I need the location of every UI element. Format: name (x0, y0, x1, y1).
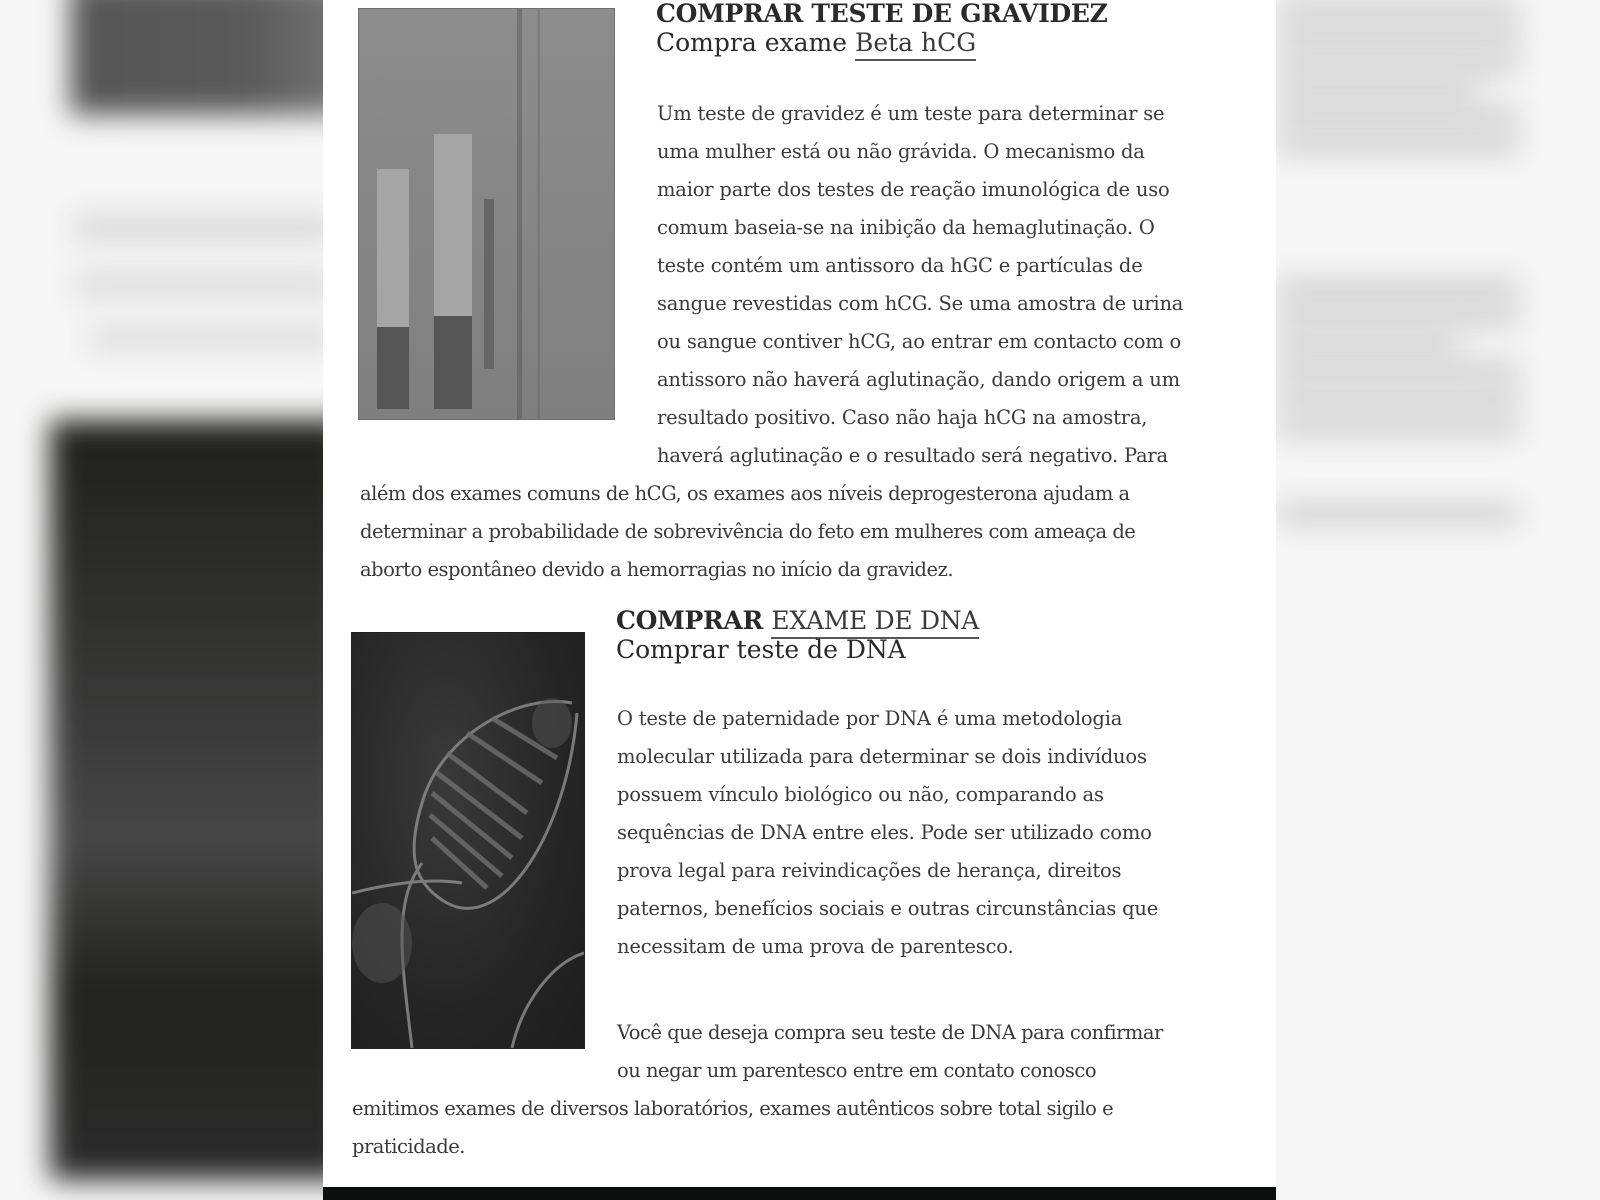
pregnancy-section-header (656, 0, 1108, 58)
pregnancy-test-image (358, 8, 615, 420)
blurred-text-line (75, 215, 335, 241)
bottom-bar (323, 1187, 1276, 1200)
exame-dna-link[interactable]: EXAME DE DNA (771, 606, 979, 639)
blurred-text-line (1278, 28, 1518, 46)
dna-subtitle: Comprar teste de DNA (616, 635, 906, 664)
text-line: teste contém um antissoro da hGC e partículas de (657, 254, 1143, 277)
text-line: comum baseia-se na inibição da hemaglutinação. O (657, 216, 1155, 239)
text-line: sequências de DNA entre eles. Pode ser utilizado como (617, 821, 1152, 844)
blurred-text-line (1278, 390, 1518, 408)
text-line: possuem vínculo biológico ou não, comparando as (617, 783, 1104, 806)
blurred-text-line (1278, 362, 1518, 380)
pregnancy-subtitle (656, 28, 1108, 58)
pregnancy-title: COMPRAR TESTE DE GRAVIDEZ (656, 0, 1108, 28)
text-line: além dos exames comuns de hCG, os exames aos níveis deprogesterona ajudam a (360, 482, 1130, 505)
text-line: O teste de paternidade por DNA é uma metodologia (617, 707, 1123, 730)
text-line: prova legal para reivindicações de herança, direitos (617, 859, 1122, 882)
document-panel (323, 0, 1276, 1200)
test-strip-marking (484, 199, 494, 369)
dna-section-header (616, 607, 979, 665)
dna-helix-image (351, 632, 585, 1049)
blurred-text-line (1278, 108, 1518, 126)
blurred-text-line (75, 272, 335, 298)
blurred-text-line (1278, 280, 1518, 298)
dna-paragraph-1 (617, 700, 1158, 966)
text-line: maior parte dos testes de reação imunológica de uso (657, 178, 1170, 201)
text-line: Um teste de gravidez é um teste para determinar se (657, 102, 1165, 125)
text-line: antissoro não haverá aglutinação, dando origem a um (657, 368, 1180, 391)
dna-paragraph-2-wrapped (617, 1014, 1163, 1090)
dna-paragraph-2-full (352, 1090, 1113, 1166)
pregnancy-paragraph-full (360, 475, 1135, 589)
text-line: necessitam de uma prova de parentesco. (617, 935, 1014, 958)
blurred-text-line (1278, 505, 1518, 523)
blurred-text-line (1278, 307, 1518, 325)
test-strip (434, 134, 472, 409)
subtitle-text: Compra exame (656, 28, 855, 57)
text-line: praticidade. (352, 1135, 465, 1158)
text-line: determinar a probabilidade de sobrevivência do feto em mulheres com ameaça de (360, 520, 1136, 543)
blurred-text-line (90, 325, 335, 351)
blurred-text-line (1278, 135, 1518, 153)
pregnancy-paragraph-wrapped (657, 95, 1183, 475)
text-line: Você que deseja compra seu teste de DNA para confirmar (617, 1021, 1163, 1044)
text-line: uma mulher está ou não grávida. O mecanismo da (657, 140, 1145, 163)
blurred-text-line (1278, 82, 1478, 100)
blurred-text-line (1278, 418, 1518, 436)
blurred-text-line (1278, 335, 1458, 353)
text-line: resultado positivo. Caso não haja hCG na amostra, (657, 406, 1148, 429)
text-line: ou negar um parentesco entre em contato conosco (617, 1059, 1097, 1082)
dna-helix-icon (352, 633, 584, 1048)
text-line: sangue revestidas com hCG. Se uma amostra de urina (657, 292, 1184, 315)
text-line: ou sangue contiver hCG, ao entrar em contacto com o (657, 330, 1182, 353)
text-line: haverá aglutinação e o resultado será negativo. Para (657, 444, 1168, 467)
text-line: emitimos exames de diversos laboratórios, exames autênticos sobre total sigilo e (352, 1097, 1114, 1120)
text-line: paternos, benefícios sociais e outras circunstâncias que (617, 897, 1159, 920)
blurred-image-bottom (50, 420, 350, 1180)
text-line: aborto espontâneo devido a hemorragias no início da gravidez. (360, 558, 954, 581)
blurred-text-line (1278, 55, 1518, 73)
blurred-text-line (1278, 2, 1518, 20)
test-strip (377, 169, 409, 409)
title-text: COMPRAR (616, 606, 772, 635)
dna-title (616, 607, 979, 635)
text-line: molecular utilizada para determinar se dois indivíduos (617, 745, 1147, 768)
beta-hcg-link[interactable]: Beta hCG (855, 28, 976, 61)
